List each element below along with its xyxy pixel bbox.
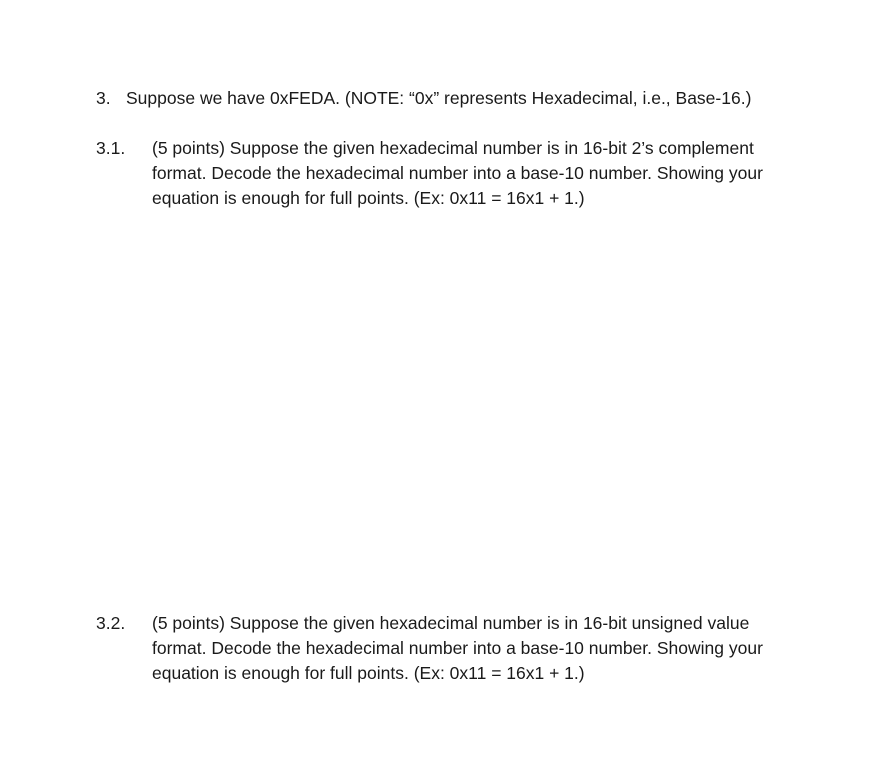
subquestion-text: [152, 136, 832, 211]
subquestion-line: (5 points) Suppose the given hexadecimal number is in 16-bit 2’s complement: [152, 138, 754, 158]
subquestion-3-2: [96, 611, 856, 686]
subquestion-number: 3.1.: [96, 138, 126, 158]
subquestion-line: format. Decode the hexadecimal number into a base-10 number. Showing your: [152, 163, 763, 183]
subquestion-text: [152, 611, 832, 686]
question-number: 3.: [96, 88, 111, 108]
subquestion-line: (5 points) Suppose the given hexadecimal number is in 16-bit unsigned value: [152, 613, 750, 633]
subquestion-3-1: [96, 136, 856, 211]
question-text: Suppose we have 0xFEDA. (NOTE: “0x” represents Hexadecimal, i.e., Base-16.): [126, 88, 752, 108]
question-3: [96, 86, 856, 111]
subquestion-line: format. Decode the hexadecimal number into a base-10 number. Showing your: [152, 638, 763, 658]
subquestion-line: equation is enough for full points. (Ex: 0x11 = 16x1 + 1.): [152, 663, 585, 683]
subquestion-number: 3.2.: [96, 613, 126, 633]
subquestion-line: equation is enough for full points. (Ex: 0x11 = 16x1 + 1.): [152, 188, 585, 208]
